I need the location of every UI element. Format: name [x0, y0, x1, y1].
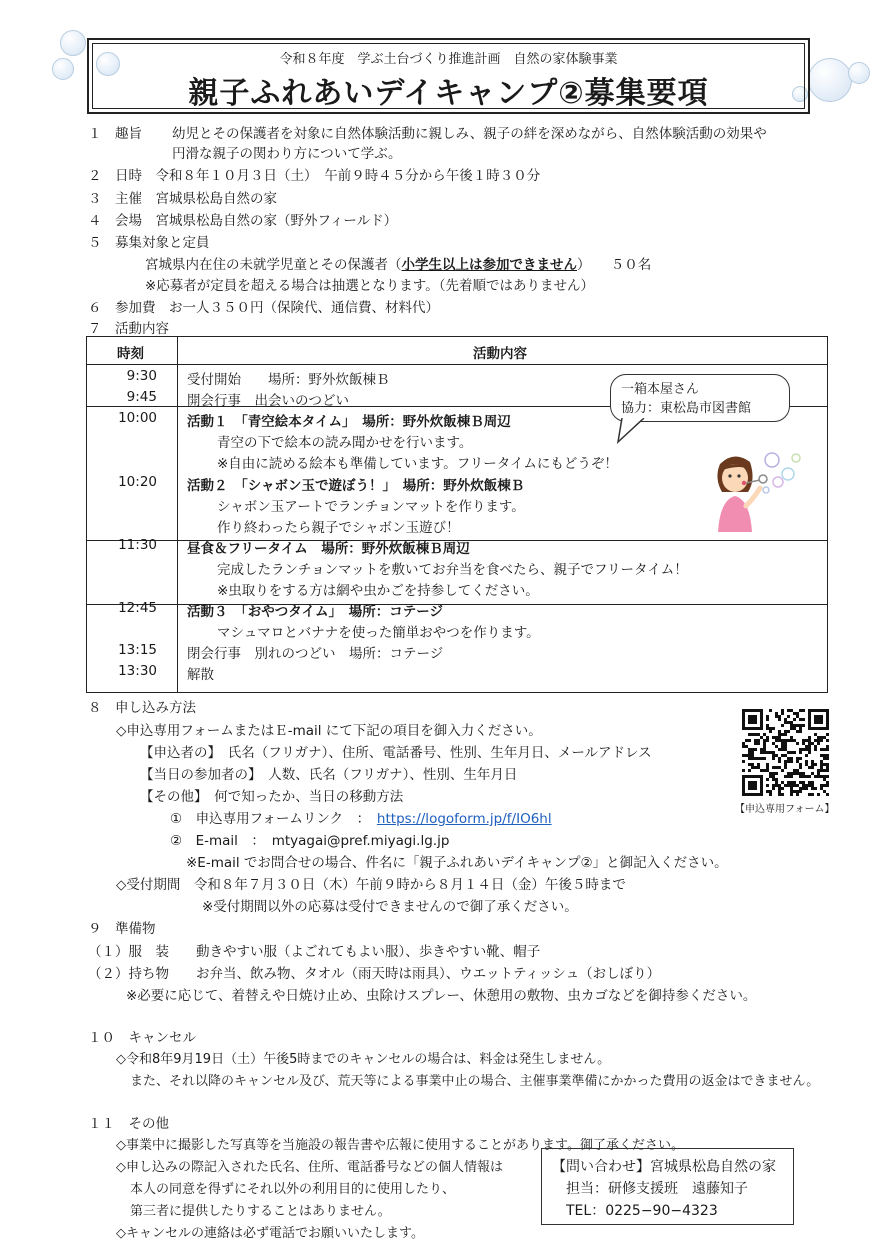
speech-line-2: 協力：東松島市図書館: [621, 401, 752, 416]
other-line-5: ◇キャンセルの連絡は必ず電話でお願いいたします。: [116, 1226, 424, 1241]
apply-item-applicant-text: 氏名（フリガナ）、住所、電話番号、性別、生年月日、メールアドレス: [227, 745, 652, 761]
schedule-time: 13:15: [118, 642, 157, 659]
table-header-content: 活動内容: [473, 346, 527, 362]
schedule-time: 12:45: [118, 600, 157, 617]
cancel-line-2: また、それ以降のキャンセル及び、荒天等による事業中止の場合、主催事業準備にかかった費用の返金はできません。: [130, 1074, 820, 1089]
schedule-time: 11:30: [118, 536, 157, 553]
speech-bubble: [610, 374, 790, 422]
other-line-1: ◇事業中に撮影した写真等を当施設の報告書や広報に使用することがあります。御了承ください。: [116, 1138, 684, 1153]
section-6-fee: ６ 参加費 お一人３５０円（保険代、通信費、材料代）: [88, 300, 439, 316]
schedule-activity: 開会行事 出会いのつどい: [187, 393, 349, 410]
schedule-activity: 閉会行事 別れのつどい 場所：コテージ: [187, 646, 444, 663]
apply-item-other: [140, 785, 403, 805]
section-11-label: １１ その他: [88, 1116, 169, 1132]
schedule-activity: 作り終わったら親子でシャボン玉遊び！: [217, 519, 460, 536]
prep-items: [88, 962, 660, 982]
prep-note: ※必要に応じて、着替えや日焼け止め、虫除けスプレー、休憩用の敷物、虫カゴなどを御持参ください。: [126, 988, 757, 1004]
apply-intro: ◇申込専用フォームまたはＥ-mail にて下記の項目を御入力ください。: [116, 723, 542, 739]
schedule-activity: 活動１ 「青空絵本タイム」 場所：野外炊飯棟Ｂ周辺: [187, 414, 511, 431]
contact-phone[interactable]: TEL：0225−90−4323: [566, 1203, 718, 1219]
apply-period: ◇受付期間 令和８年７月３０日（木）午前９時から８月１４日（金）午後５時まで: [116, 877, 626, 893]
apply-email-note: ※E-mail でお問合せの場合、件名に「親子ふれあいデイキャンプ②」と御記入ください。: [186, 855, 728, 871]
schedule-time: 13:30: [118, 663, 157, 680]
schedule-activity: 解散: [187, 667, 214, 684]
section-1-label: １ 趣旨: [88, 126, 142, 142]
other-line-2: ◇申し込みの際記入された氏名、住所、電話番号などの個人情報は: [116, 1160, 503, 1175]
schedule-activity: 完成したランチョンマットを敷いてお弁当を食べたら、親子でフリータイム！: [217, 561, 688, 578]
schedule-activity: ※自由に読める絵本も準備しています。フリータイムにもどうぞ！: [217, 456, 618, 473]
schedule-activity: 青空の下で絵本の読み聞かせを行います。: [217, 435, 473, 452]
section-10-label: １０ キャンセル: [88, 1030, 196, 1046]
apply-item-participants-label: 【当日の参加者の】: [140, 767, 255, 783]
apply-form-link[interactable]: https://logoform.jp/f/IO6hl: [376, 811, 552, 827]
schedule-activity: マシュマロとバナナを使った簡単おやつを作ります。: [217, 625, 540, 642]
section-3-organizer: ３ 主催 宮城県松島自然の家: [88, 191, 277, 207]
prep-clothes-text: 動きやすい服（よごれてもよい服）、歩きやすい靴、帽子: [196, 944, 541, 960]
header-box: [87, 38, 810, 114]
section-8-label: ８ 申し込み方法: [88, 700, 196, 716]
other-line-3: 本人の同意を得ずにそれ以外の利用目的に使用したり、: [130, 1182, 456, 1197]
girl-blowing-bubbles-icon: [706, 446, 806, 532]
apply-item-applicant: [140, 741, 652, 761]
prep-clothes-label: （１）服 装: [88, 944, 169, 960]
bubble-decoration: [808, 58, 852, 102]
speech-line-1: 一箱本屋さん: [621, 382, 700, 397]
schedule-activity: シャボン玉アートでランチョンマットを作ります。: [217, 498, 525, 515]
bubble-decoration: [52, 58, 74, 80]
schedule-activity: 活動２ 「シャボン玉で遊ぼう！」 場所：野外炊飯棟Ｂ: [187, 477, 525, 494]
apply-item-participants-text: 人数、氏名（フリガナ）、性別、生年月日: [268, 767, 518, 783]
qr-caption: 【申込専用フォーム】: [735, 804, 835, 815]
apply-period-note: ※受付期間以外の応募は受付できませんので御了承ください。: [202, 899, 578, 915]
section-5-target-warning: 小学生以上は参加できません: [401, 257, 577, 273]
section-9-label: ９ 準備物: [88, 921, 156, 937]
apply-form-link-label: ① 申込専用フォームリンク ：: [170, 811, 364, 827]
prep-items-text: お弁当、飲み物、タオル（雨天時は雨具）、ウエットティッシュ（おしぼり）: [196, 966, 661, 982]
prep-items-label: （２）持ち物: [88, 966, 169, 982]
section-7-label: ７ 活動内容: [88, 321, 169, 337]
apply-email-address[interactable]: mtyagai@pref.miyagi.lg.jp: [271, 833, 450, 849]
speech-tail-icon: [614, 418, 654, 444]
schedule-activity: 昼食＆フリータイム 場所：野外炊飯棟Ｂ周辺: [187, 540, 470, 557]
bubble-decoration: [848, 62, 870, 84]
apply-email-label: ② E-mail ：: [170, 833, 259, 849]
section-5-target-pre: 宮城県内在住の未就学児童とその保護者（: [145, 257, 402, 273]
contact-person: 担当：研修支援班 遠藤知子: [566, 1181, 748, 1197]
contact-box: [541, 1148, 794, 1225]
qr-code-icon[interactable]: [742, 709, 829, 796]
other-line-4: 第三者に提供したりすることはありません。: [130, 1204, 391, 1219]
section-5-target-post: ） ５０名: [577, 257, 652, 273]
apply-item-applicant-label: 【申込者の】: [140, 745, 215, 761]
schedule-activity: ※虫取りをする方は網や虫かごを持参してください。: [217, 583, 539, 599]
section-2-datetime: ２ 日時 令和８年１０月３日（土） 午前９時４５分から午後１時３０分: [88, 168, 541, 184]
section-1-text: 幼児とその保護者を対象に自然体験活動に親しみ、親子の絆を深めながら、自然体験活動の効果や: [172, 126, 767, 142]
apply-form-link-row: [170, 807, 552, 827]
table-header-time: 時刻: [117, 346, 144, 362]
cancel-line-1: ◇令和8年9月19日（土）午後5時までのキャンセルの場合は、料金は発生しません。: [116, 1052, 611, 1067]
prep-clothes: [88, 940, 540, 960]
apply-email-row: [170, 829, 449, 849]
apply-item-other-text: 何で知ったか、当日の移動方法: [214, 789, 404, 805]
schedule-time: 10:00: [118, 410, 157, 427]
page-title: 親子ふれあいデイキャンプ②募集要項: [188, 76, 709, 111]
section-5-target: [145, 253, 651, 273]
header-subtitle: 令和８年度 学ぶ土台づくり推進計画 自然の家体験事業: [279, 52, 618, 67]
schedule-activity: 受付開始 場所：野外炊飯棟Ｂ: [187, 372, 390, 388]
apply-item-participants: [140, 763, 517, 783]
bubble-decoration: [60, 30, 86, 56]
schedule-time: 10:20: [118, 473, 157, 490]
schedule-activity: 活動３ 「おやつタイム」 場所：コテージ: [187, 604, 443, 621]
apply-item-other-label: 【その他】: [140, 789, 201, 805]
section-1-text-cont: 円滑な親子の関わり方について学ぶ。: [172, 146, 402, 162]
schedule-time: 9:45: [126, 389, 157, 406]
section-4-venue: ４ 会場 宮城県松島自然の家（野外フィールド）: [88, 213, 398, 229]
section-5-label: ５ 募集対象と定員: [88, 235, 210, 251]
schedule-time: 9:30: [126, 368, 157, 384]
section-5-note: ※応募者が定員を超える場合は抽選となります。（先着順ではありません）: [145, 278, 594, 294]
contact-org: 【問い合わせ】宮城県松島自然の家: [552, 1159, 776, 1175]
